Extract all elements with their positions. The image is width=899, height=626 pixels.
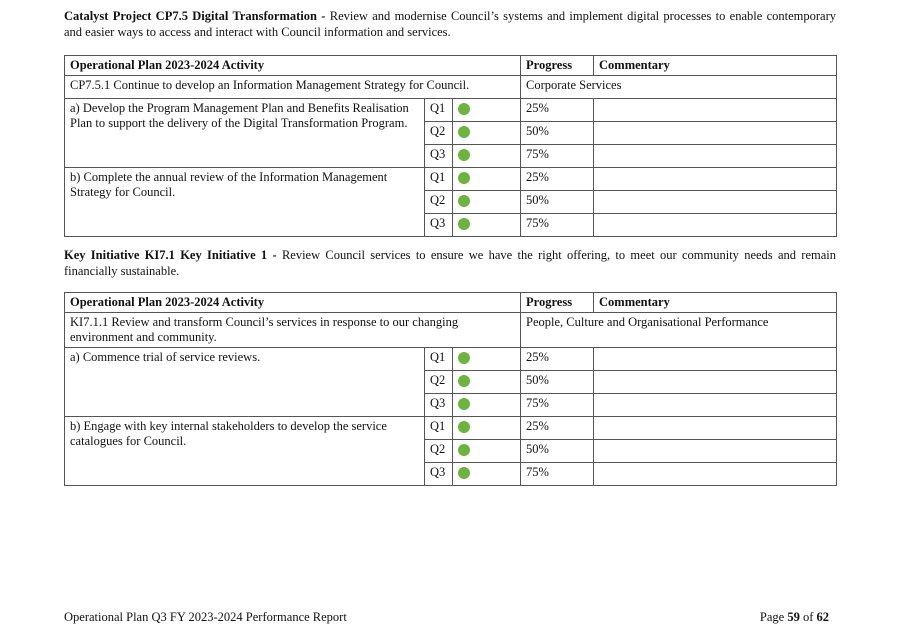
progress-value: 75% (521, 214, 594, 237)
commentary-cell (594, 99, 837, 122)
progress-value: 25% (521, 99, 594, 122)
section2-description: Review Council services to ensure we have the right offering, to meet our community needs and remain financially sustainable. (64, 248, 836, 278)
footer-report-title: Operational Plan Q3 FY 2023-2024 Performance Report (64, 610, 347, 624)
commentary-cell (594, 463, 837, 486)
commentary-header: Commentary (594, 56, 837, 76)
quarter-label: Q1 (425, 99, 453, 122)
page-of: of (802, 610, 814, 624)
quarter-label: Q3 (425, 214, 453, 237)
progress-value: 50% (521, 371, 594, 394)
section2-plan-table (64, 292, 837, 486)
commentary-cell (594, 122, 837, 145)
status-green-dot-icon (458, 149, 470, 161)
commentary-cell (594, 214, 837, 237)
section1-heading (64, 9, 836, 40)
table-row (65, 417, 837, 440)
activity-header: Operational Plan 2023-2024 Activity (65, 293, 521, 313)
page-current: 59 (787, 610, 800, 624)
progress-header: Progress (521, 293, 594, 313)
status-green-dot-icon (458, 103, 470, 115)
item-text: b) Engage with key internal stakeholders to develop the service catalogues for Council. (65, 417, 425, 486)
commentary-cell (594, 191, 837, 214)
section2-heading (64, 248, 836, 279)
section2-title: Key Initiative KI7.1 Key Initiative 1 - (64, 248, 277, 262)
progress-value: 50% (521, 440, 594, 463)
status-green-dot-icon (458, 126, 470, 138)
action-row (65, 313, 837, 348)
quarter-label: Q2 (425, 371, 453, 394)
progress-value: 75% (521, 463, 594, 486)
commentary-cell (594, 145, 837, 168)
commentary-cell (594, 168, 837, 191)
item-text: b) Complete the annual review of the Information Management Strategy for Council. (65, 168, 425, 237)
item-text: a) Develop the Program Management Plan and Benefits Realisation Plan to support the delivery of the Digital Transformation Program. (65, 99, 425, 168)
quarter-label: Q3 (425, 145, 453, 168)
status-green-dot-icon (458, 421, 470, 433)
action-text: CP7.5.1 Continue to develop an Information Management Strategy for Council. (65, 76, 521, 99)
progress-value: 25% (521, 348, 594, 371)
progress-value: 25% (521, 168, 594, 191)
progress-value: 75% (521, 394, 594, 417)
quarter-label: Q1 (425, 168, 453, 191)
quarter-label: Q2 (425, 122, 453, 145)
quarter-label: Q1 (425, 348, 453, 371)
table-header-row (65, 56, 837, 76)
quarter-label: Q2 (425, 191, 453, 214)
commentary-header: Commentary (594, 293, 837, 313)
footer-page-number (760, 610, 829, 625)
commentary-cell (594, 417, 837, 440)
quarter-label: Q3 (425, 394, 453, 417)
table-row (65, 348, 837, 371)
action-owner: Corporate Services (521, 76, 837, 99)
section1-title: Catalyst Project CP7.5 Digital Transformation - (64, 9, 326, 23)
progress-value: 50% (521, 122, 594, 145)
quarter-label: Q1 (425, 417, 453, 440)
quarter-label: Q2 (425, 440, 453, 463)
status-green-dot-icon (458, 375, 470, 387)
action-row (65, 76, 837, 99)
table-header-row (65, 293, 837, 313)
status-green-dot-icon (458, 398, 470, 410)
activity-header: Operational Plan 2023-2024 Activity (65, 56, 521, 76)
status-green-dot-icon (458, 444, 470, 456)
commentary-cell (594, 348, 837, 371)
item-text: a) Commence trial of service reviews. (65, 348, 425, 417)
status-green-dot-icon (458, 195, 470, 207)
page-total: 62 (816, 610, 829, 624)
commentary-cell (594, 440, 837, 463)
section1-plan-table (64, 55, 837, 237)
commentary-cell (594, 394, 837, 417)
table-row (65, 168, 837, 191)
status-green-dot-icon (458, 172, 470, 184)
status-green-dot-icon (458, 467, 470, 479)
action-text: KI7.1.1 Review and transform Council’s services in response to our changing environment and community. (65, 313, 521, 348)
action-owner: People, Culture and Organisational Performance (521, 313, 837, 348)
commentary-cell (594, 371, 837, 394)
page-prefix: Page (759, 610, 785, 624)
status-green-dot-icon (458, 218, 470, 230)
progress-value: 75% (521, 145, 594, 168)
progress-value: 50% (521, 191, 594, 214)
progress-header: Progress (521, 56, 594, 76)
quarter-label: Q3 (425, 463, 453, 486)
table-row (65, 99, 837, 122)
section1-description: Review and modernise Council’s systems and implement digital processes to enable contemporary and easier ways to access and interact with Council information and services. (64, 9, 837, 39)
status-green-dot-icon (458, 352, 470, 364)
progress-value: 25% (521, 417, 594, 440)
